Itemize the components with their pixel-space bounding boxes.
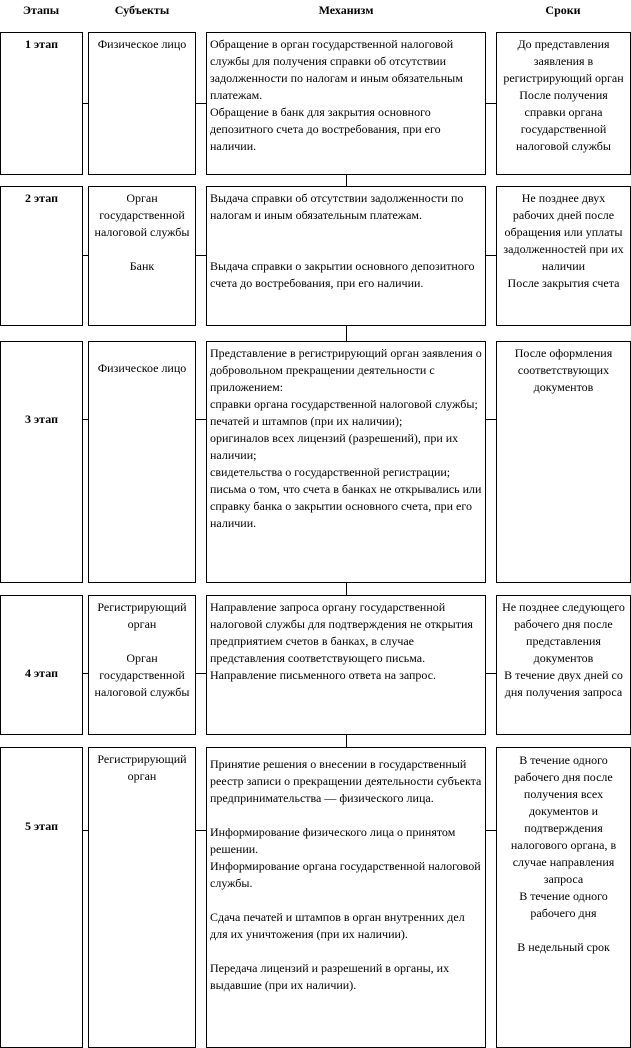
stage-terms	[496, 32, 631, 175]
mechanism-line: свидетельства о государственной регистрации;	[210, 465, 451, 479]
mechanism-line: Принятие решения о внесении в государственный реестр записи о прекращении деятельности субъекта предпринимательства — физического лица.	[210, 757, 482, 805]
stage-label: 2 этап	[0, 186, 83, 326]
term-line: Не позднее следующего рабочего дня после представления документов	[502, 600, 625, 665]
mechanism-line: справки органа государственной налоговой службы;	[210, 397, 478, 411]
subject-line: Орган государственной налоговой службы	[94, 191, 190, 239]
mechanism-line: Информирование органа государственной налоговой службы.	[210, 859, 481, 890]
mechanism-line: Обращение в орган государственной налоговой службы для получения справки об отсутствии задолженности по налогам и иным обязательным платежам.	[210, 37, 463, 102]
stage-mechanism	[206, 186, 486, 326]
mechanism-line: Сдача печатей и штампов в орган внутренних дел для их уничтожения (при их наличии).	[210, 910, 465, 941]
term-line: После оформления соответствующих документов	[514, 346, 613, 394]
term-line: В течение одного рабочего дня	[519, 889, 608, 920]
stage-mechanism	[206, 747, 486, 1048]
stage-label: 5 этап	[0, 747, 83, 1048]
term-line: В течение одного рабочего дня после получения всех документов и подтверждения налогового органа, в случае направления запроса	[510, 753, 617, 886]
term-line: В недельный срок	[517, 940, 610, 954]
term-line: После закрытия счета	[507, 276, 620, 290]
subject-line: Орган государственной налоговой службы	[94, 651, 190, 699]
stage-subject	[88, 595, 196, 735]
mechanism-line: Информирование физического лица о принятом решении.	[210, 825, 456, 856]
stage-terms	[496, 186, 631, 326]
stage-subject	[88, 747, 196, 1048]
mechanism-line: Направление письменного ответа на запрос.	[210, 668, 437, 682]
mechanism-line: Передача лицензий и разрешений в органы, их выдавшие (при их наличии).	[210, 961, 450, 992]
stage-label: 3 этап	[0, 341, 83, 583]
term-line: В течение двух дней со дня получения запроса	[504, 668, 623, 699]
stage-terms	[496, 341, 631, 583]
subject-line: Регистрирующий орган	[97, 600, 187, 631]
stage-terms	[496, 747, 631, 1048]
header-stages: Этапы	[22, 3, 60, 17]
subject-line: Банк	[129, 259, 155, 273]
mechanism-line: письма о том, что счета в банках не открывались или справку банка о закрытии основного счета, при его наличии.	[210, 482, 482, 530]
mechanism-line: Выдача справки об отсутствии задолженности по налогам и иным обязательным платежам.	[210, 191, 464, 222]
mechanism-line: оригиналов всех лицензий (разрешений), при их наличии;	[210, 431, 459, 462]
stage-subject	[88, 32, 196, 175]
stage-mechanism	[206, 32, 486, 175]
subject-line: Физическое лицо	[97, 37, 187, 51]
subject-line: Физическое лицо	[97, 361, 187, 375]
mechanism-line: Направление запроса органу государственной налоговой службы для подтверждения не открытия предприятием счетов в банках, в случае представления соответствующего письма.	[210, 600, 473, 665]
stage-label: 1 этап	[0, 32, 83, 175]
subject-line: Регистрирующий орган	[97, 752, 187, 783]
mechanism-line: Обращение в банк для закрытия основного депозитного счета до востребования, при его наличии.	[210, 105, 441, 153]
mechanism-line: печатей и штампов (при их наличии);	[210, 414, 403, 428]
stage-terms	[496, 595, 631, 735]
stage-label: 4 этап	[0, 595, 83, 735]
header-terms: Сроки	[545, 3, 581, 17]
stage-mechanism	[206, 595, 486, 735]
stage-mechanism	[206, 341, 486, 583]
header-mechanism: Механизм	[318, 3, 374, 17]
mechanism-line: Представление в регистрирующий орган заявления о добровольном прекращении деятельности с приложением:	[210, 346, 482, 394]
term-line: До представления заявления в регистрирующий орган	[503, 37, 624, 85]
term-line: После получения справки органа государственной налоговой службы	[516, 88, 611, 153]
stage-subject	[88, 186, 196, 326]
mechanism-line: Выдача справки о закрытии основного депозитного счета до востребования, при его наличии.	[210, 259, 475, 290]
header-subjects: Субъекты	[114, 3, 170, 17]
term-line: Не позднее двух рабочих дней после обращения или уплаты задолженностей при их наличии	[503, 191, 624, 273]
stage-subject	[88, 341, 196, 583]
